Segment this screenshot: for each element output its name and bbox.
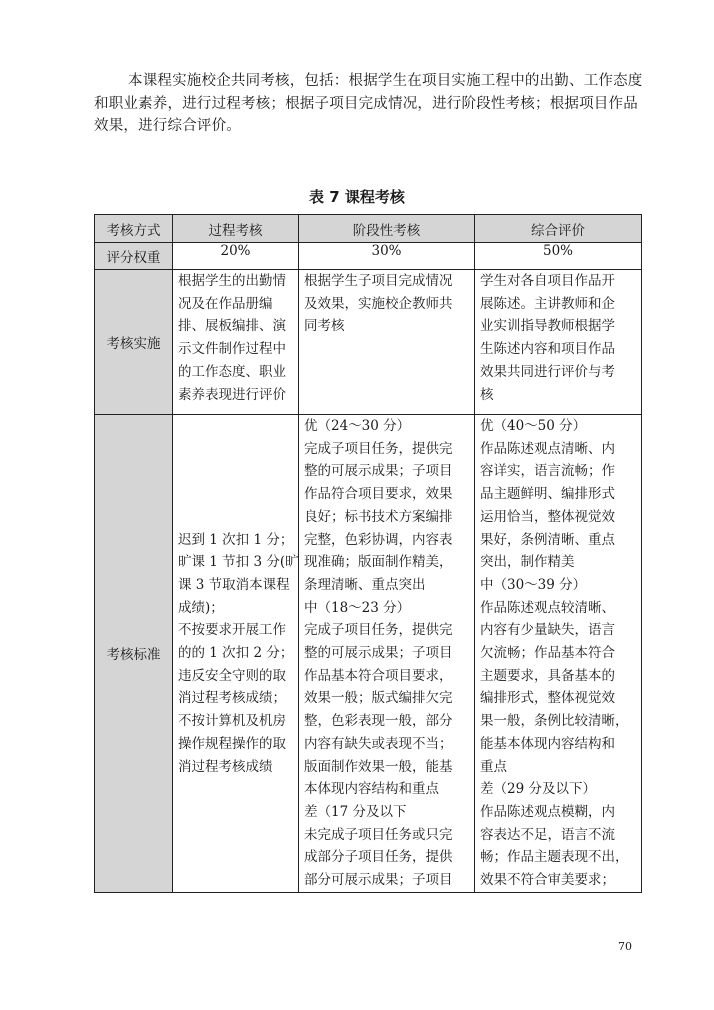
cell-line: 效果共同进行评价与考 — [480, 363, 615, 380]
weight-row — [95, 243, 642, 270]
cell-line: 操作规程操作的取 — [178, 735, 286, 752]
cell-line: 同考核 — [304, 318, 345, 335]
intro-line: 效果，进行综合评价。 — [94, 118, 241, 135]
cell-line: 本体现内容结构和重点 — [304, 781, 439, 798]
cell-line: 消过程考核成绩 — [178, 758, 273, 775]
weight-stage: 30% — [299, 243, 475, 270]
cell-line: 版面制作效果一般，能基 — [304, 758, 453, 775]
cell-line: 重点 — [480, 758, 507, 775]
cell-line: 学生对各自项目作品开 — [480, 273, 615, 289]
cell-line: 况及在作品册编 — [178, 295, 273, 312]
cell-line: 迟到 1 次扣 1 分； — [178, 531, 294, 548]
header-stage: 阶段性考核 — [299, 215, 475, 243]
weight-process: 20% — [173, 243, 299, 270]
cell-line: 突出，制作精美 — [480, 554, 575, 571]
cell-line: 中（18～23 分） — [304, 599, 411, 616]
cell-line: 及效果，实施校企教师共 — [304, 295, 453, 312]
cell-line: 作品陈述观点模糊，内 — [480, 803, 615, 820]
header-method: 考核方式 — [95, 215, 173, 243]
implementation-process — [173, 270, 299, 415]
cell-line: 消过程考核成绩； — [178, 690, 286, 707]
cell-line: 畅；作品主题表现不出， — [480, 849, 629, 866]
cell-line: 完成子项目任务，提供完 — [304, 622, 453, 639]
cell-line: 整的可展示成果；子项目 — [304, 463, 453, 480]
cell-line: 容详实，语言流畅；作 — [480, 463, 615, 480]
standard-process — [173, 415, 299, 893]
standard-stage — [299, 415, 475, 893]
cell-line: 作品基本符合项目要求， — [304, 667, 453, 684]
cell-line: 根据学生子项目完成情况 — [304, 273, 453, 289]
course-assessment-table — [94, 214, 642, 893]
weight-overall: 50% — [475, 243, 642, 270]
implementation-label: 考核实施 — [95, 270, 173, 415]
cell-line: 内容有少量缺失，语言 — [480, 622, 615, 639]
cell-line: 欠流畅；作品基本符合 — [480, 645, 615, 662]
cell-line: 效果不符合审美要求； — [480, 872, 615, 889]
cell-line: 良好；标书技术方案编排 — [304, 508, 453, 525]
cell-line: 成部分子项目任务，提供 — [304, 849, 453, 866]
cell-line: 容表达不足，语言不流 — [480, 826, 615, 843]
cell-line: 示文件制作过程中 — [178, 341, 286, 358]
standard-label: 考核标准 — [95, 415, 173, 893]
cell-line: 不按计算机及机房 — [178, 713, 286, 730]
cell-line: 素养表现进行评价 — [178, 386, 286, 403]
cell-line: 课 3 节取消本课程 — [178, 576, 290, 593]
cell-line: 展陈述。主讲教师和企 — [480, 295, 615, 312]
cell-line: 优（24～30 分） — [304, 418, 411, 434]
table-caption: 表 7 课程考核 — [309, 188, 405, 206]
cell-line: 完成子项目任务，提供完 — [304, 440, 453, 457]
cell-line: 未完成子项目任务或只完 — [304, 826, 453, 843]
cell-line: 违反安全守则的取 — [178, 667, 286, 684]
cell-line: 完整，色彩协调，内容表 — [304, 531, 453, 548]
cell-line: 的工作态度、职业 — [178, 363, 286, 380]
cell-line: 部分可展示成果；子项目 — [304, 872, 453, 889]
cell-line: 品主题鲜明、编排形式 — [480, 486, 615, 503]
cell-line: 整，色彩表现一般，部分 — [304, 713, 453, 730]
cell-line: 果好，条例清晰、重点 — [480, 531, 615, 548]
implementation-row — [95, 270, 642, 415]
cell-line: 编排形式，整体视觉效 — [480, 690, 615, 707]
standard-row — [95, 415, 642, 893]
standard-overall — [475, 415, 642, 893]
cell-line: 业实训指导教师根据学 — [480, 318, 615, 335]
cell-line: 主题要求，具备基本的 — [480, 667, 615, 684]
cell-line: 旷课 1 节扣 3 分(旷 — [178, 554, 299, 571]
cell-line: 核 — [480, 386, 494, 403]
implementation-stage — [299, 270, 475, 415]
cell-line: 内容有缺失或表现不当； — [304, 735, 453, 752]
cell-line: 整的可展示成果；子项目 — [304, 645, 453, 662]
cell-line: 现准确；版面制作精美， — [304, 554, 453, 571]
cell-line: 不按要求开展工作 — [178, 622, 286, 639]
intro-line: 和职业素养，进行过程考核；根据子项目完成情况，进行阶段性考核；根据项目作品 — [94, 95, 638, 112]
cell-line: 差（17 分及以下 — [304, 803, 407, 820]
cell-line: 的的 1 次扣 2 分； — [178, 645, 294, 662]
cell-line: 作品陈述观点较清晰、 — [480, 599, 615, 616]
cell-line: 中（30～39 分） — [480, 576, 587, 593]
cell-line: 运用恰当，整体视觉效 — [480, 508, 615, 525]
cell-line: 差（29 分及以下） — [480, 781, 596, 798]
cell-line: 生陈述内容和项目作品 — [480, 341, 615, 358]
cell-line: 能基本体现内容结构和 — [480, 735, 615, 752]
header-overall: 综合评价 — [475, 215, 642, 243]
weight-label: 评分权重 — [95, 243, 173, 270]
cell-line: 作品陈述观点清晰、内 — [480, 440, 615, 457]
cell-line: 排、展板编排、演 — [178, 318, 286, 335]
cell-line: 效果一般；版式编排欠完 — [304, 690, 453, 707]
cell-line: 根据学生的出勤情 — [178, 273, 286, 289]
cell-line: 条理清晰、重点突出 — [304, 576, 426, 593]
table-header-row — [95, 215, 642, 243]
cell-line: 优（40～50 分） — [480, 418, 587, 434]
implementation-overall — [475, 270, 642, 415]
cell-line: 成绩)； — [178, 599, 224, 616]
cell-line: 作品符合项目要求，效果 — [304, 486, 453, 503]
page-number: 70 — [618, 940, 632, 953]
intro-paragraph — [94, 70, 643, 138]
header-process: 过程考核 — [173, 215, 299, 243]
cell-line: 果一般，条例比较清晰， — [480, 713, 629, 730]
intro-line: 本课程实施校企共同考核，包括：根据学生在项目实施工程中的出勤、工作态度 — [128, 73, 643, 89]
